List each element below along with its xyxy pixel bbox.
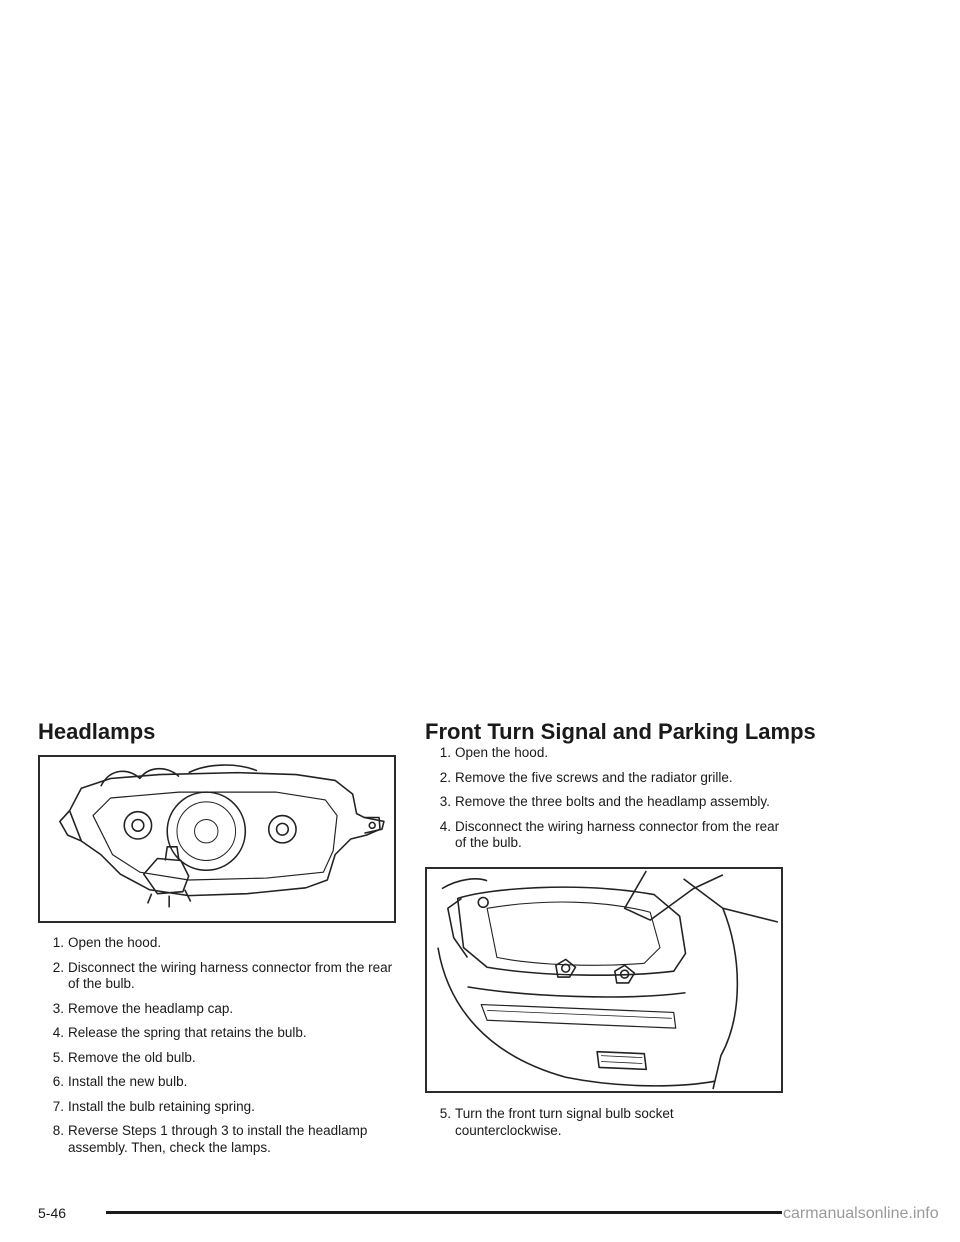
list-item: 8. Reverse Steps 1 through 3 to install the headlamp assembly. Then, check the lamps. xyxy=(52,1123,368,1155)
front-bumper-drawing xyxy=(427,869,781,1091)
page-number: 5-46 xyxy=(38,1205,67,1221)
list-item: 2. Disconnect the wiring harness connector from the rear of the bulb. xyxy=(52,959,393,991)
list-item: 7. Install the bulb retaining spring. xyxy=(52,1098,255,1114)
headlamp-illustration xyxy=(38,755,396,923)
headlamps-heading: Headlamps xyxy=(38,719,156,744)
turn-signal-steps-a xyxy=(425,745,783,860)
list-item: 5. Turn the front turn signal bulb socket counterclockwise. xyxy=(439,1106,674,1138)
headlamp-steps xyxy=(38,935,396,1164)
front-bumper-illustration xyxy=(425,867,783,1093)
list-item: 5. Remove the old bulb. xyxy=(52,1049,196,1065)
list-item: 3. Remove the three bolts and the headlamp assembly. xyxy=(439,794,770,809)
watermark-text: carmanualsonline.info xyxy=(783,1205,939,1222)
front-turn-signal-heading: Front Turn Signal and Parking Lamps xyxy=(425,719,816,744)
list-item: 1. Open the hood. xyxy=(52,935,162,950)
turn-signal-steps-b xyxy=(425,1106,783,1147)
list-item: 1. Open the hood. xyxy=(439,745,549,760)
list-item: 6. Install the new bulb. xyxy=(52,1074,188,1089)
list-item: 3. Remove the headlamp cap. xyxy=(52,1000,234,1016)
list-item: 2. Remove the five screws and the radiator grille. xyxy=(439,769,733,785)
headlamp-drawing xyxy=(40,757,394,921)
list-item: 4. Disconnect the wiring harness connector from the rear of the bulb. xyxy=(439,818,780,850)
list-item: 4. Release the spring that retains the bulb. xyxy=(52,1025,307,1040)
footer-divider xyxy=(106,1211,782,1214)
